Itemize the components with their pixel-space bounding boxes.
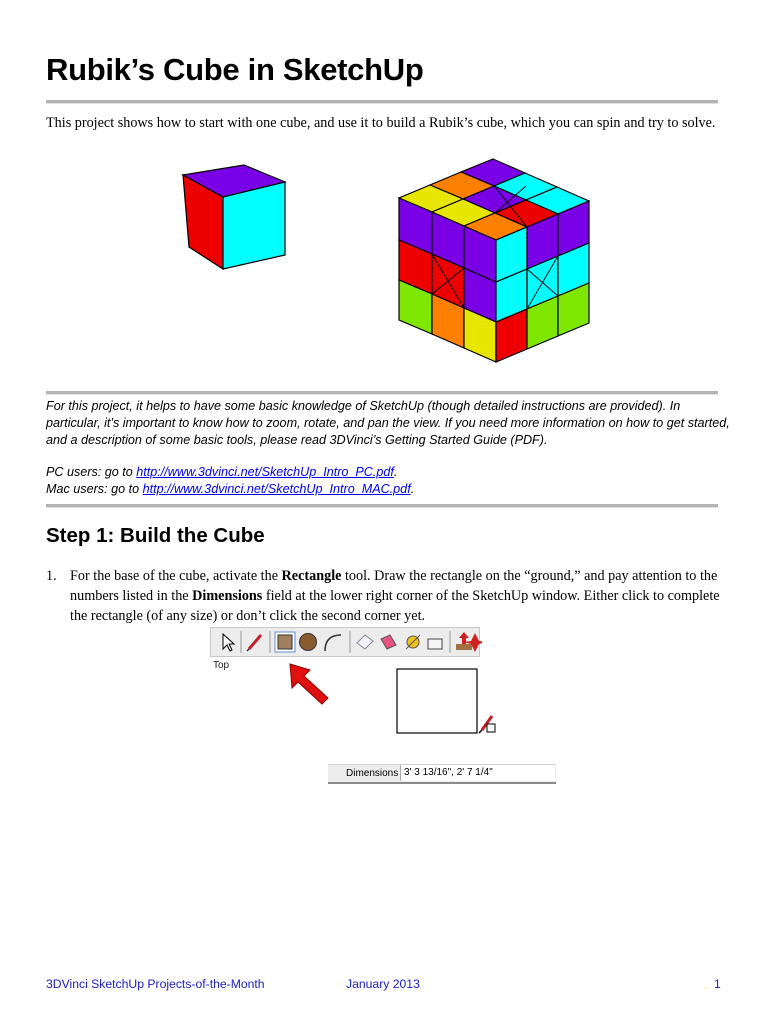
note-top-divider <box>46 391 718 395</box>
dimensions-label: Dimensions <box>346 768 399 779</box>
eraser-icon <box>357 635 373 649</box>
step1-heading: Step 1: Build the Cube <box>46 524 265 547</box>
footer-date: January 2013 <box>346 977 420 991</box>
select-arrow-icon <box>223 634 234 651</box>
prerequisite-note <box>46 398 730 498</box>
pc-users-line <box>46 464 730 481</box>
arc-icon <box>325 635 341 651</box>
pc-link-suffix: . <box>393 465 398 479</box>
step1-text-b: tool. Draw the rectangle on the “ground,” and pay attention to the numbers listed in the <box>70 568 718 604</box>
red-arrow-icon <box>286 660 334 708</box>
step1-item-number: 1. <box>46 568 57 584</box>
paint-bucket-icon <box>381 635 396 649</box>
rectangle-tool-name: Rectangle <box>281 568 342 584</box>
pc-guide-link[interactable]: http://www.3dvinci.net/SketchUp_Intro_PC.pdf <box>136 465 394 479</box>
move-icon <box>456 632 472 650</box>
push-pull-icon <box>428 639 442 649</box>
rectangle-icon <box>275 632 295 652</box>
pencil-cursor-icon <box>479 716 495 733</box>
dimensions-field-name: Dimensions <box>192 588 263 604</box>
pencil-icon <box>247 635 261 651</box>
rubiks-cube-illustration <box>398 156 594 372</box>
step1-instruction <box>70 566 728 626</box>
mac-users-label: Mac users: go to <box>46 482 143 496</box>
page-title: Rubik’s Cube in SketchUp <box>46 52 424 87</box>
drawn-rectangle-illustration <box>394 666 502 738</box>
mac-link-suffix: . <box>410 482 415 496</box>
toolbar-icons <box>210 627 482 657</box>
cube-right-face <box>223 182 285 269</box>
dimensions-value-field[interactable]: 3' 3 13/16", 2' 7 1/4" <box>400 765 555 781</box>
circle-icon <box>300 634 317 651</box>
mac-guide-link[interactable]: http://www.3dvinci.net/SketchUp_Intro_MAC.pdf <box>142 482 411 496</box>
step1-text-c: field at the lower right corner of the SketchUp window. Either click to complete the rectangle (of any size) or don’t click the second corner yet. <box>70 588 720 624</box>
note-paragraph: For this project, it helps to have some basic knowledge of SketchUp (though detailed instructions are provided). In particular, it’s important to know how to zoom, rotate, and pan the view. If you need more information on how to get started, and a description of some basic tools, please read 3DVinci’s Getting Started Guide (PDF). <box>46 399 730 447</box>
footer-left: 3DVinci SketchUp Projects-of-the-Month <box>46 977 265 991</box>
intro-paragraph: This project shows how to start with one cube, and use it to build a Rubik’s cube, which you can spin and try to solve. <box>46 115 716 131</box>
drawn-rectangle <box>397 669 477 733</box>
tape-measure-icon <box>406 635 420 649</box>
view-label-top: Top <box>213 660 230 671</box>
single-cube-illustration <box>178 160 290 276</box>
title-divider <box>46 100 718 104</box>
footer-page-number: 1 <box>714 977 721 991</box>
step1-text-a: For the base of the cube, activate the <box>70 568 282 584</box>
mac-users-line <box>46 481 730 498</box>
pc-users-label: PC users: go to <box>46 465 137 479</box>
note-bottom-divider <box>46 504 718 508</box>
